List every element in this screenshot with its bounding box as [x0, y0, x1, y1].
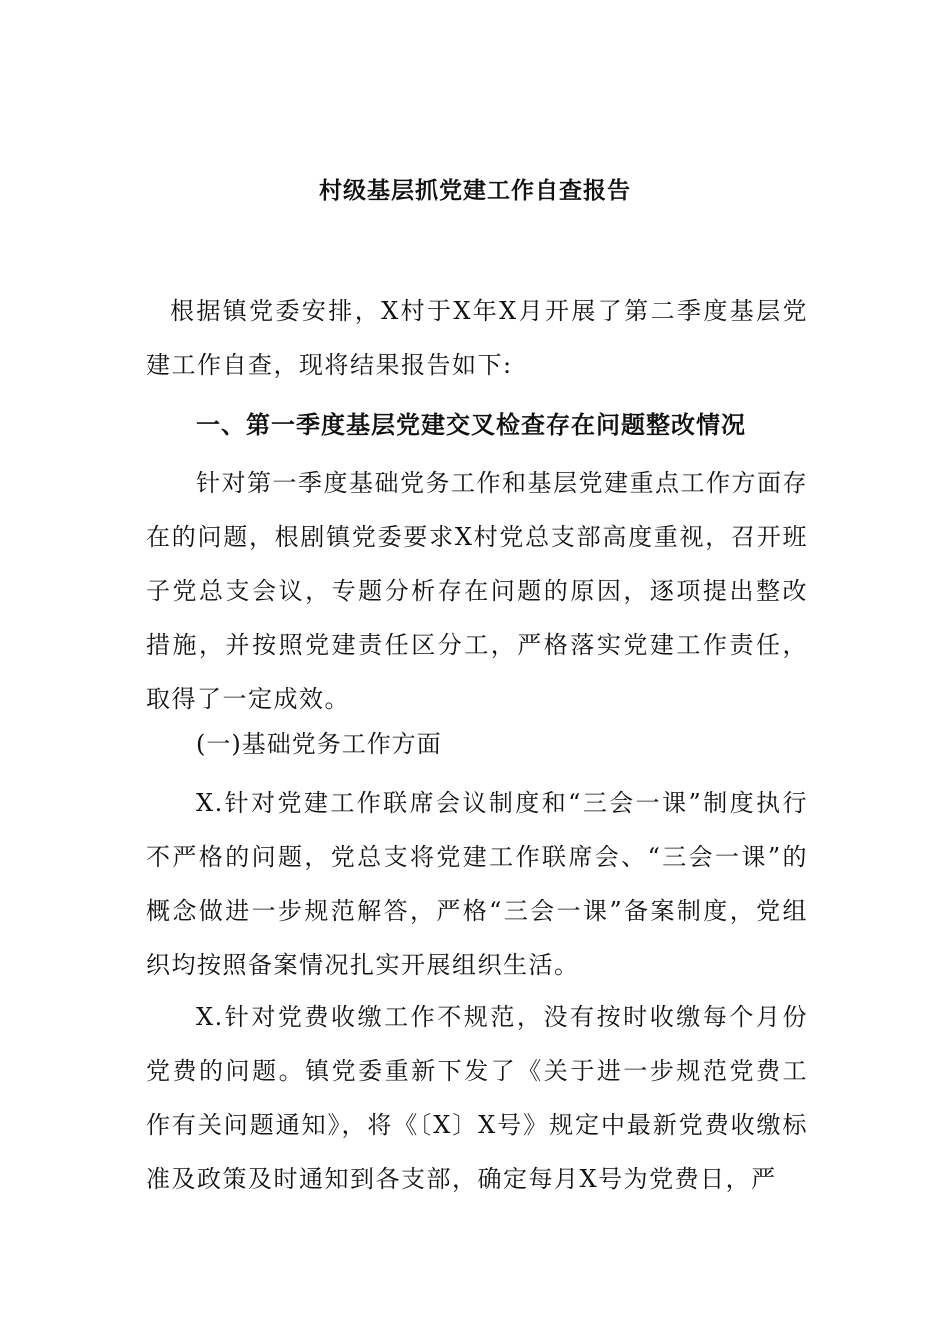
intro-paragraph: 根据镇党委安排，X村于X年X月开展了第二季度基层党建工作自查，现将结果报告如下: [146, 297, 808, 379]
document-title: 村级基层抓党建工作自查报告 [319, 177, 631, 204]
subsection-heading: (一)基础党务工作方面 [196, 730, 442, 758]
list-item: X.针对党费收缴工作不规范，没有按时收缴每个月份党费的问题。镇党委重新下发了《关于进一步规范党费工作有关问题通知》，将《〔X〕X号》规定中最新党费收缴标准及政策及时通知到各支部，确定每月X号为党费日，严 [146, 1003, 808, 1193]
section-paragraph: 针对第一季度基础党务工作和基层党建重点工作方面存在的问题，根剧镇党委要求X村党总支部高度重视，召开班子党总支会议，专题分析存在问题的原因，逐项提出整改措施，并按照党建责任区分工，严格落实党建工作责任，取得了一定成效。 [146, 469, 808, 713]
section-heading: 一、第一季度基层党建交叉检查存在问题整改情况 [196, 410, 746, 439]
list-item: X.针对党建工作联席会议制度和“三会一课”制度执行不严格的问题，党总支将党建工作联席会、“三会一课”的概念做进一步规范解答，严格“三会一课”备案制度，党组织均按照备案情况扎实开展组织生活。 [146, 789, 808, 979]
